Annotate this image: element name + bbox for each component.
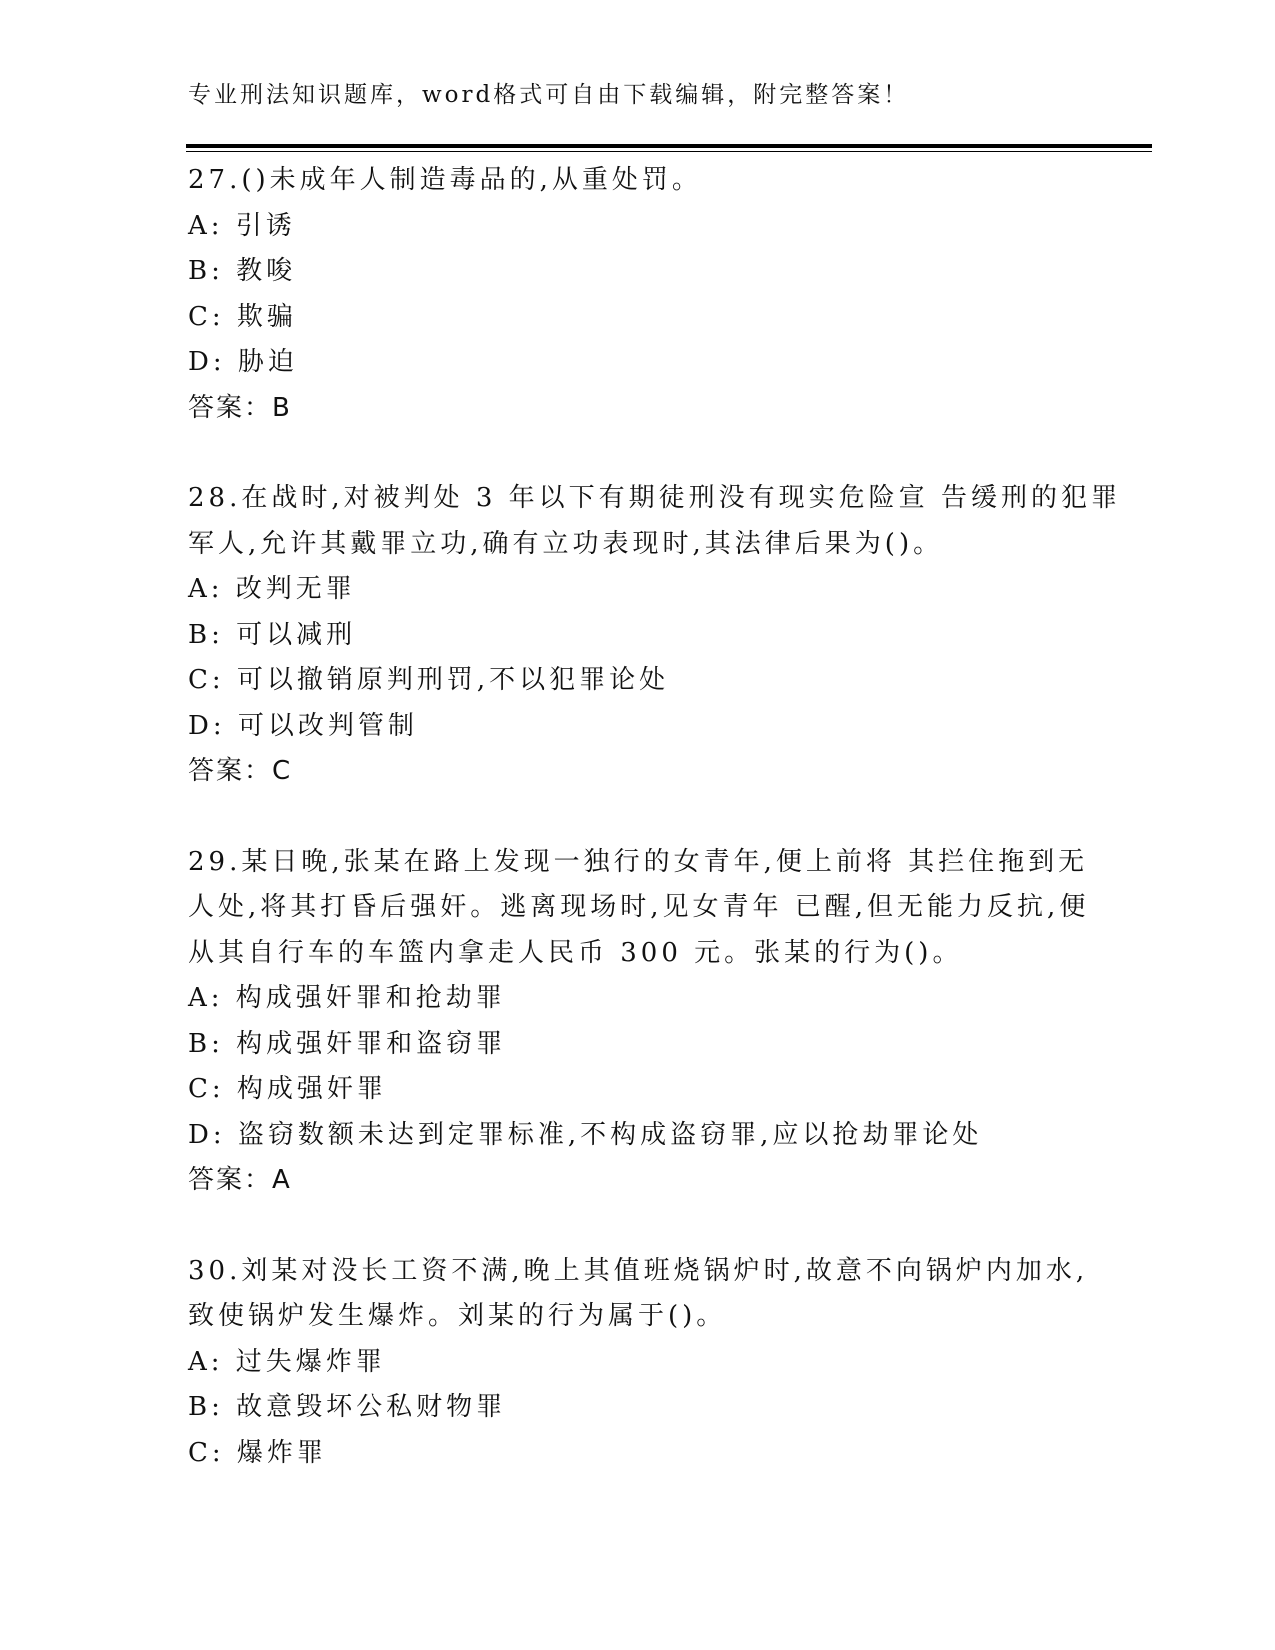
question-29	[188, 840, 1088, 1204]
question-stem: 军人,允许其戴罪立功,确有立功表现时,其法律后果为()。	[188, 528, 944, 559]
option-a: A: 改判无罪	[188, 574, 356, 604]
answer-line: 答案：A	[188, 1165, 292, 1195]
header-rule-thin	[186, 151, 1152, 152]
option-a: A: 构成强奸罪和抢劫罪	[188, 983, 506, 1013]
option-c: C: 构成强奸罪	[188, 1074, 387, 1104]
option-a: A: 引诱	[188, 210, 296, 241]
question-stem: 从其自行车的车篮内拿走人民币 300 元。张某的行为()。	[188, 937, 963, 968]
question-stem: 29.某日晚,张某在路上发现一独行的女青年,便上前将 其拦住拖到无	[188, 846, 1089, 877]
option-b: B: 构成强奸罪和盗窃罪	[188, 1028, 507, 1059]
option-a: A: 过失爆炸罪	[188, 1346, 386, 1377]
option-d: D: 胁迫	[188, 347, 298, 377]
question-stem: 致使锅炉发生爆炸。刘某的行为属于()。	[188, 1301, 727, 1331]
option-b: B: 教唆	[188, 256, 297, 286]
header-rule-thick	[186, 144, 1152, 148]
option-c: C: 欺骗	[188, 301, 297, 332]
question-stem: 28.在战时,对被判处 3 年以下有期徒刑没有现实危险宣 告缓刑的犯罪	[188, 483, 1121, 513]
page-header: 专业刑法知识题库，word格式可自由下载编辑，附完整答案！	[188, 82, 910, 108]
option-c: C: 爆炸罪	[188, 1437, 327, 1468]
question-30	[188, 1249, 1088, 1477]
question-28	[188, 476, 1121, 795]
option-d: D: 盗窃数额未达到定罪标准,不构成盗窃罪,应以抢劫罪论处	[188, 1119, 983, 1150]
option-d: D: 可以改判管制	[188, 710, 418, 741]
question-stem: 人处,将其打昏后强奸。逃离现场时,见女青年 已醒,但无能力反抗,便	[188, 892, 1090, 922]
answer-line: 答案：C	[188, 756, 293, 786]
question-list	[188, 158, 1121, 1521]
question-stem: 27.()未成年人制造毒品的,从重处罚。	[188, 165, 702, 195]
question-stem: 30.刘某对没长工资不满,晚上其值班烧锅炉时,故意不向锅炉内加水,	[188, 1255, 1089, 1286]
answer-line: 答案：B	[188, 392, 292, 423]
option-b: B: 可以减刑	[188, 619, 357, 650]
question-27	[188, 158, 1088, 431]
option-b: B: 故意毁坏公私财物罪	[188, 1392, 507, 1422]
option-c: C: 可以撤销原判刑罚,不以犯罪论处	[188, 665, 670, 695]
